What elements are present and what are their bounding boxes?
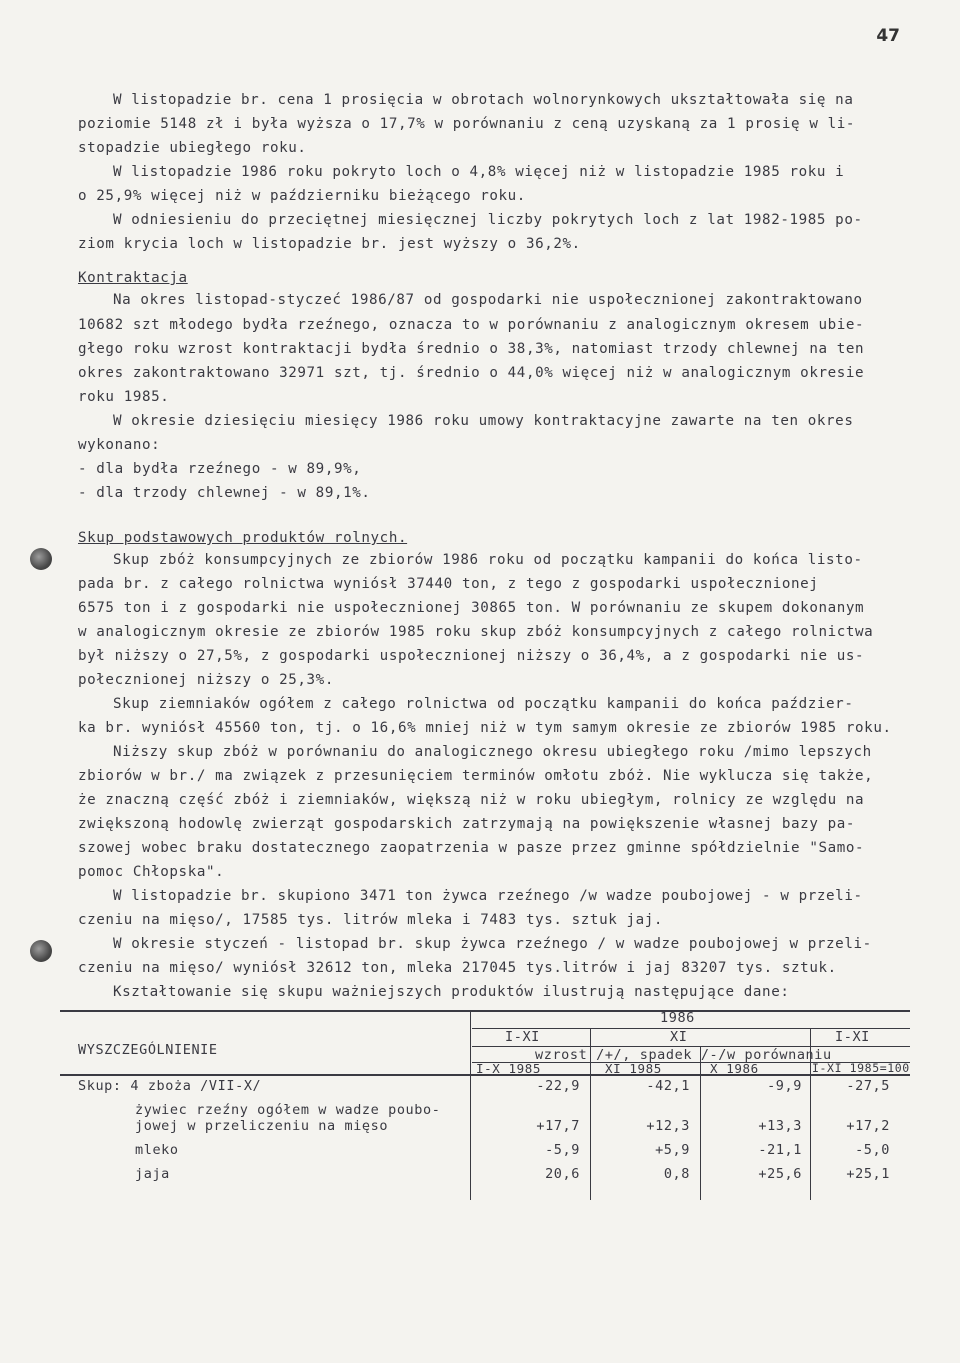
row-label: mleko (135, 1142, 179, 1158)
text-line: zbiorów w br./ ma związek z przesunięciem terminów omłotu zbóż. Nie wyklucza się także, (78, 768, 874, 784)
text-line: 6575 ton i z gospodarki nie uspołecznionej 30865 ton. W porównaniu ze skupem dokonanym (78, 600, 865, 616)
list-item: - dla bydła rzeźnego - w 89,9%, (78, 461, 362, 477)
text-line: głego roku wzrost kontraktacji bydła średnio o 38,3%, natomiast trzody chlewnej na ten (78, 341, 865, 357)
table-cell: +17,7 (536, 1118, 580, 1134)
table-cell: +25,1 (846, 1166, 890, 1182)
row-label: Skup: 4 zboża /VII-X/ (78, 1078, 262, 1094)
year-header: 1986 (660, 1010, 695, 1026)
text-line: W odniesieniu do przeciętnej miesięcznej liczby pokrytych loch z lat 1982-1985 po- (113, 212, 863, 228)
column-header: XI (670, 1029, 688, 1045)
table-cell: -22,9 (536, 1078, 580, 1094)
text-line: 10682 szt młodego bydła rzeźnego, oznacza to w porównaniu z analogicznym okresem ubie- (78, 317, 865, 333)
table-cell: -27,5 (846, 1078, 890, 1094)
table-cell: +25,6 (758, 1166, 802, 1182)
table-rule (700, 1046, 701, 1200)
text-line: okres zakontraktowano 32971 szt, tj. średnio o 44,0% więcej niż w analogicznym okresie (78, 365, 865, 381)
list-item: - dla trzody chlewnej - w 89,1%. (78, 485, 371, 501)
table-cell: -42,1 (646, 1078, 690, 1094)
text-line: o 25,9% więcej niż w październiku bieżącego roku. (78, 188, 526, 204)
text-line: W okresie styczeń - listopad br. skup żywca rzeźnego / w wadze poubojowej w przeli- (113, 936, 872, 952)
text-line: Kształtowanie się skupu ważniejszych produktów ilustrują następujące dane: (113, 984, 790, 1000)
text-line: W listopadzie 1986 roku pokryto loch o 4,8% więcej niż w listopadzie 1985 roku i (113, 164, 845, 180)
table-cell: +5,9 (655, 1142, 690, 1158)
text-line: Niższy skup zbóż w porównaniu do analogicznego okresu ubiegłego roku /mimo lepszych (113, 744, 872, 760)
column-header: I-XI (505, 1029, 540, 1045)
table-cell: 20,6 (545, 1166, 580, 1182)
text-line: ziom krycia loch w listopadzie br. jest wyższy o 36,2%. (78, 236, 581, 252)
text-line: W listopadzie br. skupiono 3471 ton żywca rzeźnego /w wadze poubojowej - w przeli- (113, 888, 863, 904)
table-cell: 0,8 (663, 1166, 690, 1182)
text-line: W okresie dziesięciu miesięcy 1986 roku umowy kontraktacyjne zawarte na ten okres (113, 413, 854, 429)
row-label: żywiec rzeźny ogółem w wadze poubo- (135, 1102, 441, 1118)
table-rule (470, 1010, 471, 1200)
table-cell: -21,1 (758, 1142, 802, 1158)
text-line: ka br. wyniósł 45560 ton, tj. o 16,6% mniej niż w tym samym okresie ze zbiorów 1985 roku. (78, 720, 892, 736)
text-line: stopadzie ubiegłego roku. (78, 140, 307, 156)
data-table (60, 1002, 910, 1202)
sub-header: I-XI 1985=100 (812, 1061, 910, 1075)
text-line: poziomie 5148 zł i była wyższa o 17,7% w porównaniu z ceną uzyskaną za 1 prosię w li- (78, 116, 856, 132)
text-line: szowej wobec braku dostatecznego zaopatrzenia w pasze przez gminne spółdzielnie "Samo- (78, 840, 865, 856)
table-cell: -5,9 (545, 1142, 580, 1158)
table-rule (60, 1010, 910, 1012)
stub-header: WYSZCZEGÓLNIENIE (78, 1042, 218, 1058)
text-line: pada br. z całego rolnictwa wyniósł 37440 ton, z tego z gospodarki uspołecznionej (78, 576, 819, 592)
punch-hole-icon (30, 940, 52, 962)
table-cell: +17,2 (846, 1118, 890, 1134)
row-label: jowej w przeliczeniu na mięso (135, 1118, 389, 1134)
text-line: wykonano: (78, 437, 161, 453)
text-line: roku 1985. (78, 389, 170, 405)
text-line: Skup ziemniaków ogółem z całego rolnictwa od początku kampanii do końca paździer- (113, 696, 854, 712)
row-label: jaja (135, 1166, 170, 1182)
text-line: czeniu na mięso/ wyniósł 32612 ton, mleka 217045 tys.litrów i jaj 83207 tys. sztuk. (78, 960, 837, 976)
sub-header: X 1986 (710, 1061, 759, 1076)
text-line: był niższy o 27,5%, z gospodarki uspołecznionej niższy o 36,4%, a z gospodarki nie us- (78, 648, 865, 664)
text-line: pomoc Chłopska". (78, 864, 225, 880)
table-cell: +13,3 (758, 1118, 802, 1134)
text-line: w analogicznym okresie ze zbiorów 1985 roku skup zbóż konsumpcyjnych z całego rolnictwa (78, 624, 874, 640)
text-line: połecznionej niższy o 25,3%. (78, 672, 334, 688)
table-cell: +12,3 (646, 1118, 690, 1134)
text-line: czeniu na mięso/, 17585 tys. litrów mleka i 7483 tys. sztuk jaj. (78, 912, 664, 928)
page-number: 47 (876, 26, 900, 46)
text-line: Skup zbóż konsumpcyjnych ze zbiorów 1986 roku od początku kampanii do końca listo- (113, 552, 863, 568)
column-header: I-XI (835, 1029, 870, 1045)
punch-hole-icon (30, 548, 52, 570)
section-heading: Skup podstawowych produktów rolnych. (78, 530, 408, 546)
section-heading: Kontraktacja (78, 270, 188, 286)
sub-header: I-X 1985 (476, 1061, 542, 1076)
table-cell: -5,0 (855, 1142, 890, 1158)
text-line: zwiększoną hodowlę zwierząt gospodarskich zatrzymają na powiększenie własnej bazy pa- (78, 816, 856, 832)
sub-header: XI 1985 (605, 1061, 662, 1076)
text-line: W listopadzie br. cena 1 prosięcia w obrotach wolnorynkowych ukształtowała się na (113, 92, 854, 108)
table-cell: -9,9 (767, 1078, 802, 1094)
change-header: wzrost /+/, spadek /-/w porównaniu (535, 1047, 832, 1063)
text-line: że znaczną część zbóż i ziemniaków, większą niż w roku ubiegłym, rolnicy ze względu na (78, 792, 865, 808)
text-line: Na okres listopad-styczeć 1986/87 od gospodarki nie uspołecznionej zakontraktowano (113, 292, 863, 308)
